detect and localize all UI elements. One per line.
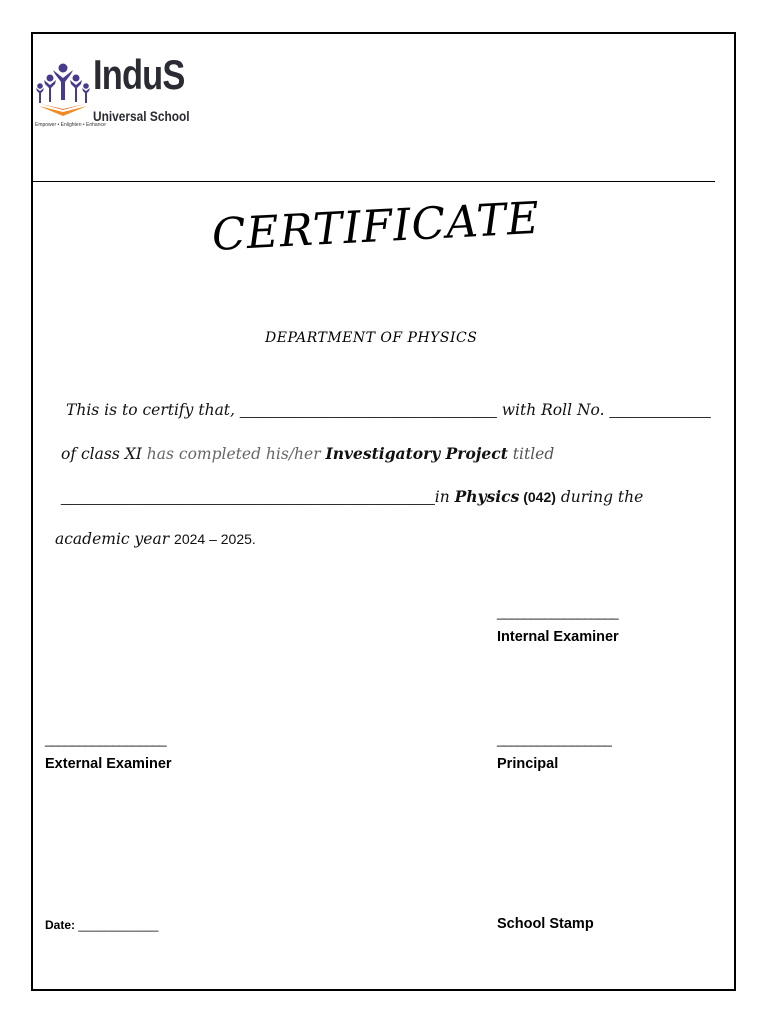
- certificate-title: CERTIFICATE: [210, 192, 542, 261]
- subject-name: Physics: [454, 487, 520, 506]
- certify-line-2: [61, 444, 554, 463]
- school-logo: [35, 51, 195, 132]
- student-name-blank: _________________________________: [239, 402, 497, 418]
- certify-text: This is to certify that,: [66, 401, 240, 419]
- students-logo-icon: [35, 60, 91, 120]
- project-label: Investigatory Project: [325, 444, 508, 463]
- roll-no-blank: _____________: [609, 402, 711, 418]
- brand-subtitle: Universal School: [93, 108, 190, 124]
- roll-no-text: with Roll No.: [496, 401, 610, 419]
- principal-signature: [497, 733, 611, 772]
- titled-text: titled: [507, 445, 555, 463]
- certify-line-1: [66, 401, 711, 419]
- principal-label: Principal: [497, 756, 559, 772]
- internal-examiner-label: Internal Examiner: [497, 629, 619, 645]
- certify-line-3: [61, 487, 643, 506]
- academic-year-text: academic year: [55, 530, 175, 548]
- signature-line: __________________: [497, 605, 619, 620]
- signature-line: __________________: [45, 732, 167, 747]
- certify-line-4: [55, 530, 256, 548]
- school-stamp-label: School Stamp: [497, 916, 594, 932]
- academic-year-value: 2024 – 2025.: [174, 531, 256, 547]
- certificate-border: [31, 32, 736, 991]
- header-divider: [31, 181, 715, 182]
- brand-name: InduS: [93, 51, 185, 98]
- date-blank: ____________: [78, 918, 159, 932]
- department-heading: DEPARTMENT OF PHYSICS: [265, 330, 478, 346]
- subject-code: (042): [519, 489, 556, 505]
- project-title-blank: ________________________________________________: [61, 489, 435, 505]
- class-text: of class XI: [61, 445, 142, 463]
- completed-text: has completed his/her: [141, 445, 326, 463]
- external-examiner-signature: [45, 733, 172, 772]
- in-text: in: [434, 488, 455, 506]
- brand-tagline: Empower • Enlighten • Enhance: [35, 122, 106, 128]
- internal-examiner-signature: [497, 606, 619, 645]
- external-examiner-label: External Examiner: [45, 756, 172, 772]
- signature-line: _________________: [497, 732, 612, 747]
- during-text: during the: [555, 488, 644, 506]
- date-field: [45, 918, 158, 932]
- date-label: Date:: [45, 918, 79, 932]
